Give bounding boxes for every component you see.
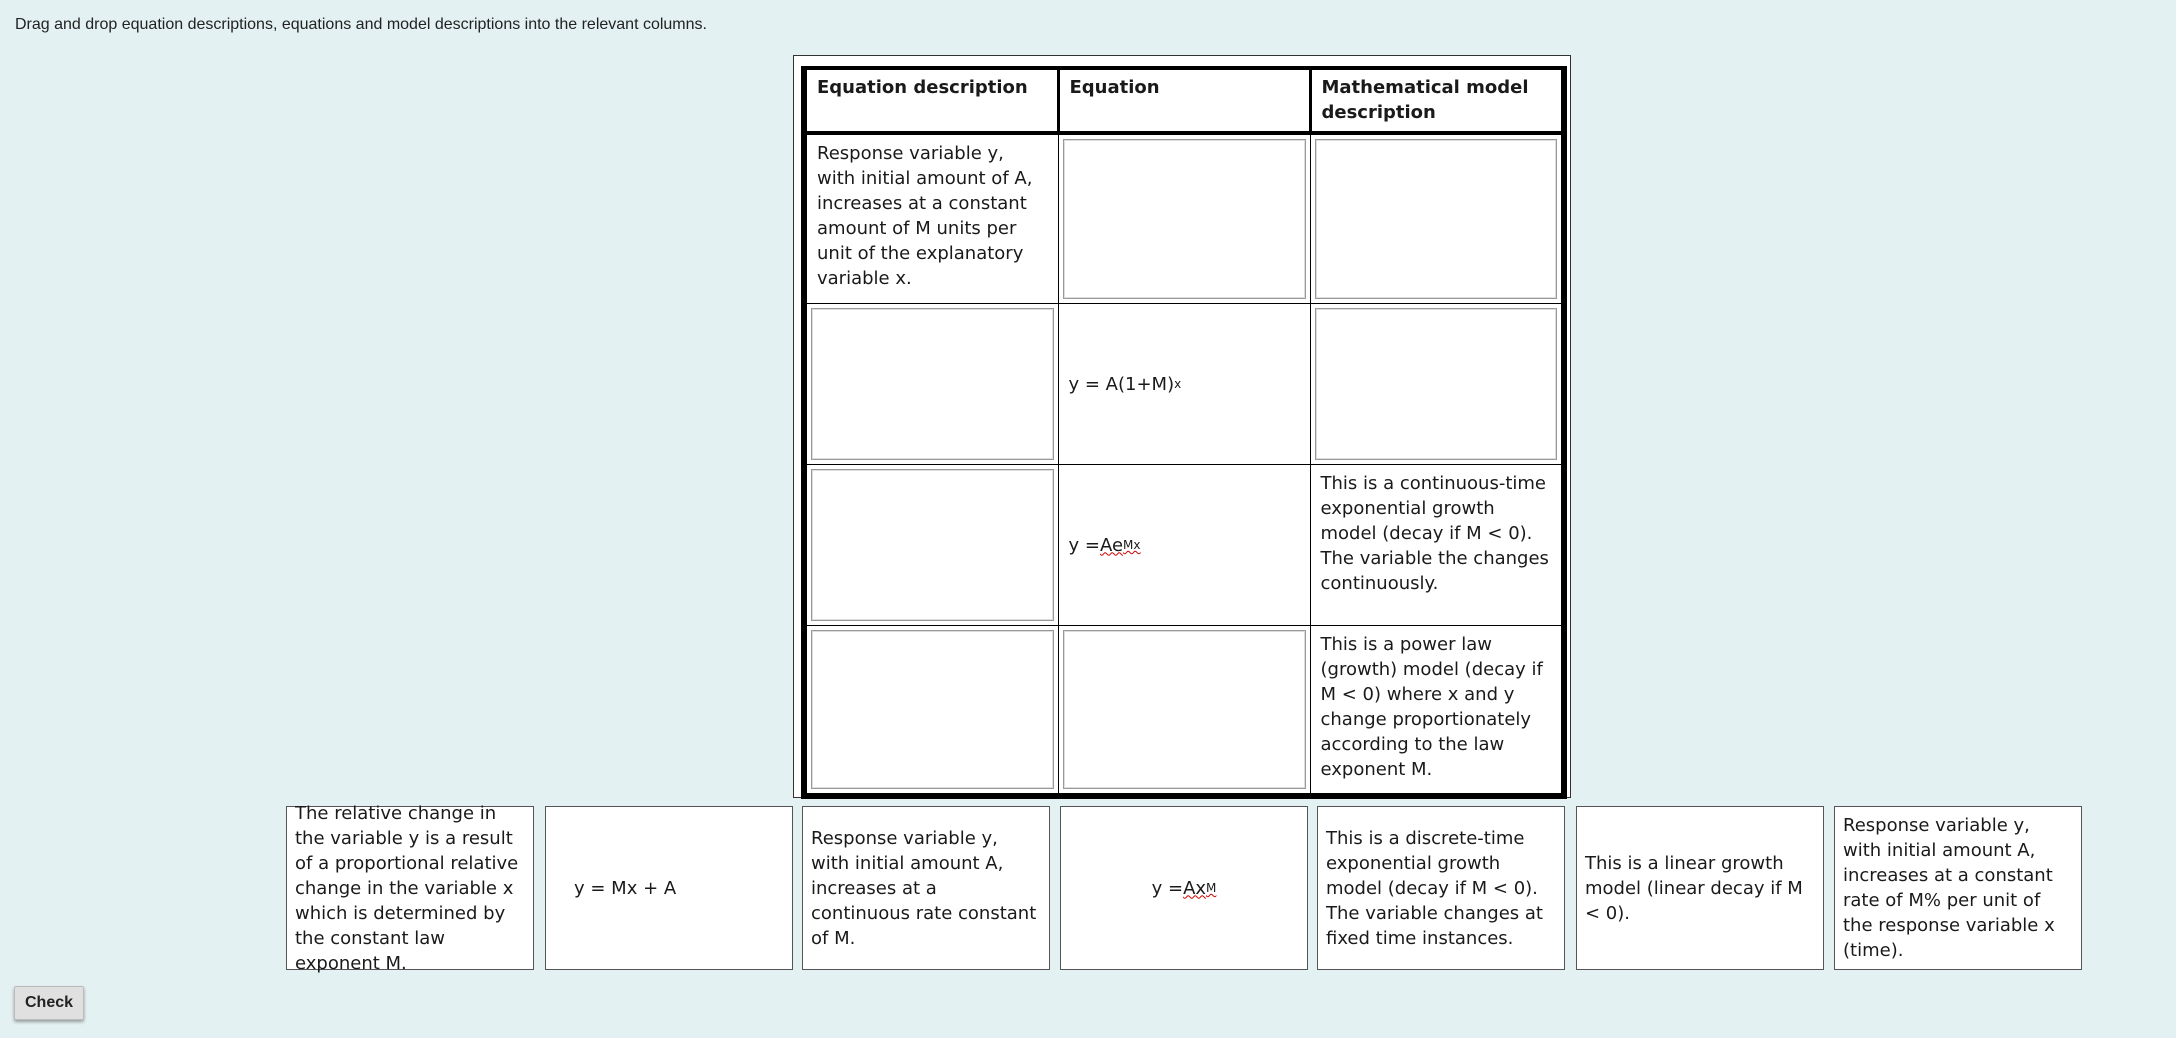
row4-equation-cell bbox=[1058, 626, 1310, 796]
row3-equation: y = Ae Mx bbox=[1058, 465, 1310, 626]
matching-table-frame bbox=[793, 55, 1571, 798]
row2-description-drop-zone[interactable] bbox=[811, 308, 1054, 460]
row2-description-cell bbox=[805, 304, 1058, 465]
row4-description-cell bbox=[805, 626, 1058, 796]
row2-equation-text: y = A(1+M) bbox=[1068, 373, 1175, 395]
card-constant-percent-rate-description[interactable]: Response variable y, with initial amount A, increases at a constant rate of M% per unit of the response variable x (time). bbox=[1834, 806, 2082, 970]
header-model-description: Mathematical model description bbox=[1310, 69, 1563, 134]
row1-model-cell bbox=[1310, 133, 1563, 304]
row3-description-cell bbox=[805, 465, 1058, 626]
row1-equation-drop-zone[interactable] bbox=[1063, 139, 1306, 299]
card-power-law-equation[interactable]: y = Ax M bbox=[1060, 806, 1308, 970]
row2-model-drop-zone[interactable] bbox=[1315, 308, 1558, 460]
row3-equation-text: Ae bbox=[1099, 534, 1124, 556]
card-discrete-exponential-model[interactable]: This is a discrete-time exponential growth model (decay if M < 0). The variable changes at fixed time instances. bbox=[1317, 806, 1565, 970]
row2-equation: y = A(1+M) x bbox=[1058, 304, 1310, 465]
row4-model-description: This is a power law (growth) model (decay if M < 0) where x and y change proportionately according to the law exponent M. bbox=[1310, 626, 1563, 796]
row4-equation-drop-zone[interactable] bbox=[1063, 630, 1306, 789]
instructions-text: Drag and drop equation descriptions, equations and model descriptions into the relevant columns. bbox=[15, 16, 707, 33]
header-equation-description: Equation description bbox=[805, 69, 1058, 134]
card-continuous-rate-description[interactable]: Response variable y, with initial amount A, increases at a continuous rate constant of M. bbox=[802, 806, 1050, 970]
matching-table bbox=[803, 68, 1565, 797]
row2-model-cell bbox=[1310, 304, 1563, 465]
row3-description-drop-zone[interactable] bbox=[811, 469, 1054, 621]
card-linear-equation[interactable]: y = Mx + A bbox=[545, 806, 793, 970]
row1-equation-description: Response variable y, with initial amount of A, increases at a constant amount of M units per unit of the explanatory variable x. bbox=[805, 133, 1058, 304]
header-equation: Equation bbox=[1058, 69, 1310, 134]
row1-equation-cell bbox=[1058, 133, 1310, 304]
check-button[interactable]: Check bbox=[14, 986, 84, 1020]
row4-description-drop-zone[interactable] bbox=[811, 630, 1054, 789]
card-linear-growth-model[interactable]: This is a linear growth model (linear decay if M < 0). bbox=[1576, 806, 1824, 970]
card-relative-change-description[interactable]: The relative change in the variable y is a result of a proportional relative change in the variable x which is determined by the constant law exponent M. bbox=[286, 806, 534, 970]
row3-model-description: This is a continuous-time exponential growth model (decay if M < 0). The variable the changes continuously. bbox=[1310, 465, 1563, 626]
row1-model-drop-zone[interactable] bbox=[1315, 139, 1558, 299]
